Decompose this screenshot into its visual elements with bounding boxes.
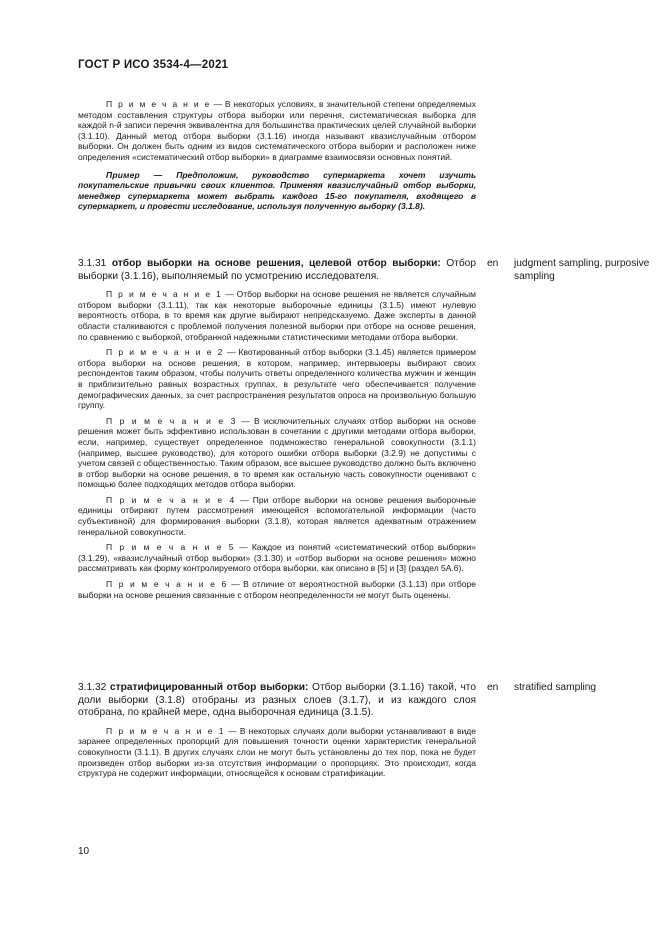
- term-note: [78, 542, 476, 574]
- note-label: П р и м е ч а н и е 4: [106, 494, 236, 505]
- note-label: П р и м е ч а н и е 5: [106, 542, 236, 553]
- example-text: — Предположим, руководство супермаркета хочет изучить покупательские привычки своих клиентов. Применяя квазислучайный отбор выборки, менеджер супермаркета может выбрать каждого 15-го покупателя, входящего в супермаркет, и провести исследование, используя полученную выборку (3.1.8).: [78, 169, 476, 212]
- term-definition-text: Отбор выборки (3.1.16), выполняемый по усмотрению исследователя.: [78, 258, 476, 282]
- document-header: ГОСТ Р ИСО 3534-4—2021: [78, 59, 229, 71]
- note-label: П р и м е ч а н и е 3: [106, 415, 237, 426]
- term-number: 3.1.31: [78, 258, 107, 269]
- intro-block: [78, 99, 476, 212]
- note-label: П р и м е ч а н и е 1: [106, 289, 223, 300]
- note-text: — В исключительных случаях отбор выборки на основе решения может быть эффективно использован в сочетании с другими методами отбора выборки, если, например, существует определенное подмножество генеральной совокупности (3.1.1) (например, высшее руководство), для которого ошибки отбора выборки (3.2.9) не допустимы с учетом связей с общественностью. Таким образом, все высшее руководство должно быть включено в отбор выборки на основе решения, в то время как остальную часть совокупности оценивают с помощью более подходящих методов отбора выборки.: [78, 415, 476, 490]
- term-equivalent: judgment sampling, purposive sampling: [514, 258, 650, 282]
- note-text: — Квотированный отбор выборки (3.1.45) является примером отбора выборки на основе решения, в котором, например, интервьюеры выбирают своих респондентов таким образом, чтобы получить ответы определенного количества мужчин и женщин в приблизительно равных возрастных группах, в результате чего обеспечивается получение демографических данных, за счет распространения результатов опроса на произвольную большую группу.: [78, 347, 476, 411]
- term-3-1-32: [78, 682, 476, 779]
- term-definition: [78, 682, 476, 720]
- term-3-1-31: [78, 258, 476, 600]
- example-label: Пример: [106, 169, 140, 180]
- note-label: П р и м е ч а н и е 1: [106, 725, 226, 736]
- note-label: П р и м е ч а н и е: [106, 99, 211, 109]
- note-text: — Каждое из понятий «систематический отбор выборки» (3.1.29), «квазислучайный отбор выборки» (3.1.30) и «отбор выборки на основе решения» можно рассматривать как форму контролируемого отбора выборки, как описано в [5] и [3] (раздел 5А.6).: [78, 542, 476, 574]
- term-note: [78, 347, 476, 411]
- term-note: [78, 726, 476, 779]
- term-definition-text: Отбор выборки (3.1.16) такой, что доли выборки (3.1.8) отобраны из разных слоев (3.1.7), и из каждого слоя отобрана, по крайней мере, одна выборочная единица (3.1.5).: [78, 682, 476, 719]
- term-language: en: [487, 258, 499, 269]
- note-text: — При отборе выборки на основе решения выборочные единицы отбирают путем рассмотрения имеющейся вспомогательной информации (часто субъективной) для формирования выборки (3.1.8), которая является адекватным отражением генеральной совокупности.: [78, 494, 476, 537]
- term-note: [78, 416, 476, 490]
- term-title: отбор выборки на основе решения, целевой отбор выборки:: [111, 258, 441, 269]
- note-text: — В отличие от вероятностной выборки (3.1.13) при отборе выборки на основе решения связанные с отбором неопределенности не могут быть оценены.: [78, 579, 476, 600]
- page-number: 10: [78, 846, 90, 857]
- note-text: — Отбор выборки на основе решения не является случайным отбором выборки (3.1.11), так как некоторые выборочные единицы (3.1.5) имеют нулевую вероятность отбора, в то время как другие выбирают непредсказуемо. Даже эксперты в данной области сталкиваются с проблемой получения полезной выборки при отборе на основе решения, по сравнению с выборкой, отобранной надежными статистическими методами отбора выборки.: [78, 289, 476, 342]
- term-note: [78, 579, 476, 600]
- term-number: 3.1.32: [78, 682, 107, 693]
- note-text: — В некоторых случаях доли выборки устанавливают в виде заранее определенных пропорций для повышения точности оценки характеристик генеральной совокупности (3.1.1). В других случаях слои не могут быть установлены до тех пор, пока не будет произведен отбор выборки из-за отсутствия информации о пропорциях. Это происходит, когда структура не содержит информации, относящейся к основам стратификации.: [78, 725, 476, 779]
- term-definition: [78, 258, 476, 283]
- note-text: — В некоторых условиях, в значительной степени определяемых методом составления структуры отбора выборки или перечня, систематическая выборка для каждой n-й записи перечня эквивалентна для большинства практических целей случайной выборки (3.1.10). Данный метод отбора выборки (3.1.16) иногда называют квазислучайным отбором выборки. Он должен быть одним из видов систематического отбора выборки и расположен ниже определения «систематический отбор выборки» в диаграмме взаимосвязи основных понятий.: [78, 99, 476, 162]
- example-paragraph: [78, 170, 476, 212]
- note-paragraph: [78, 99, 476, 163]
- term-note: [78, 289, 476, 342]
- term-language: en: [487, 682, 499, 693]
- note-label: П р и м е ч а н и е 2: [106, 347, 224, 358]
- note-label: П р и м е ч а н и е 6: [106, 579, 228, 590]
- term-note: [78, 495, 476, 537]
- term-title: стратифицированный отбор выборки:: [109, 682, 309, 693]
- term-equivalent: stratified sampling: [514, 682, 597, 693]
